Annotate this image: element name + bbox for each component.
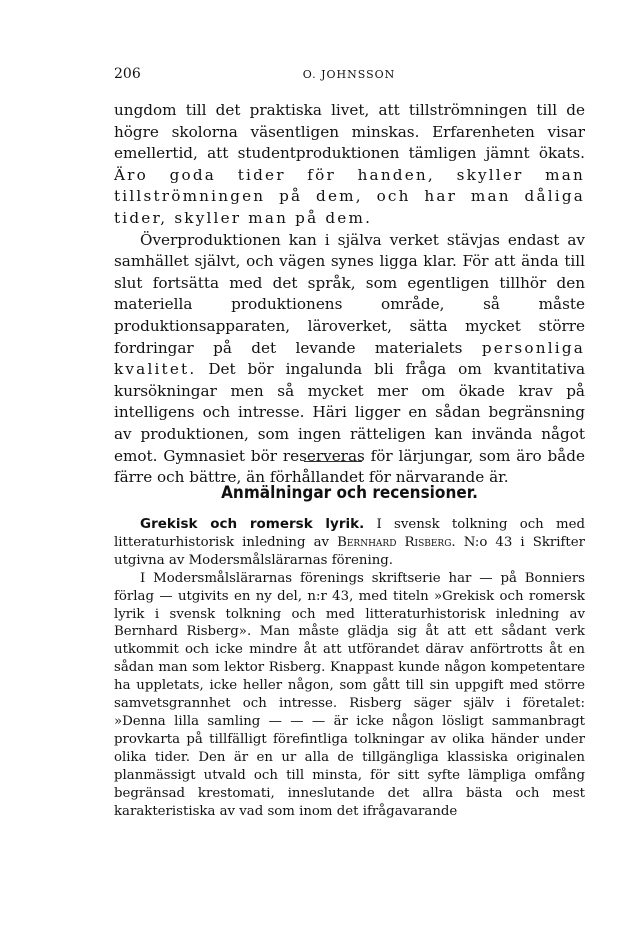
review-citation-series: . N:o 43 i Skrifter utgivna av Modersmålslärarnas förening. [114,534,585,568]
paragraph-1-spaced-emphasis: Äro goda tider för handen, skyller man tillströmningen på dem, och har man dåliga tider, skyller man på dem. [114,165,585,227]
paragraph-2-spaced-emphasis: personliga kvalitet. [114,338,585,379]
paragraph-2-text-end: Det bör ingalunda bli fråga om kvantitativa kursökningar men så mycket mer om ökade krav på intelligens och intresse. Häri ligger en sådan begränsning av produktionen, som ingen rätteligen kan invända något emot. Gymnasiet bör reserveras för lärjungar, som äro både färre och bättre, än förhållandet för närvarande är. [114,360,585,487]
review-author-name: Bernhard Risberg [337,534,452,550]
section-heading: Anmälningar och recensioner. [221,483,478,503]
review-citation-text: I svensk tolkning och med litteraturhistorisk inledning av [114,517,585,550]
paragraph-2 [114,230,585,489]
review-title: Grekisk och romersk lyrik. [140,516,365,532]
paragraph-2-text-start: Överproduktionen kan i själva verket stävjas endast av samhället självt, och vägen synes ligga klar. För att ända till slut fortsätta med det språk, som egentligen tillhör den materiella produktionens område, så måste produktionsapparaten, läroverket, sätta mycket större fordringar på det levande materialets [114,230,585,357]
review-body: I Modersmålslärarnas förenings skriftserie har — på Bonniers förlag — utgivits en ny del, n:r 43, med titeln »Grekisk och romersk lyrik i svensk tolkning och med litteraturhistorisk inledning av Bernhard Risberg». Man måste glädja sig åt att ett sådant verk utkommit och icke mindre åt att utförandet därav anförtrotts åt en sådan man som lektor Risberg. Knappast kunde någon kompetentare ha uppletats, icke heller någon, som gått till sin uppgift med större samvetsgrannhet och intresse. Risberg säger själv i företalet: »Denna lilla samling — — — är icke någon lösligt sammanbragt provkarta på tillfälligt förefintliga tolkningar av olika händer under olika tider. Den är en ur alla de tillgängliga klassiska originalen planmässigt utvald och till minsta, för sitt syfte lämpliga omfång begränsad krestomati, inneslutande det allra bästa och mest karakteristiska av vad som inom det ifrågavarande [114,570,585,819]
review-entry [114,516,585,820]
running-head-author: O. JOHNSSON [302,68,396,81]
page-number: 206 [114,66,141,82]
article-body [114,100,585,489]
section-divider [304,461,362,462]
review-citation [114,516,585,570]
paragraph-1-text: ungdom till det praktiska livet, att tillströmningen till de högre skolorna väsentligen minskas. Erfarenheten visar emellertid, att studentproduktionen tämligen jämnt ökats. [114,101,585,163]
paragraph-1 [114,100,585,230]
page-header [114,66,584,86]
